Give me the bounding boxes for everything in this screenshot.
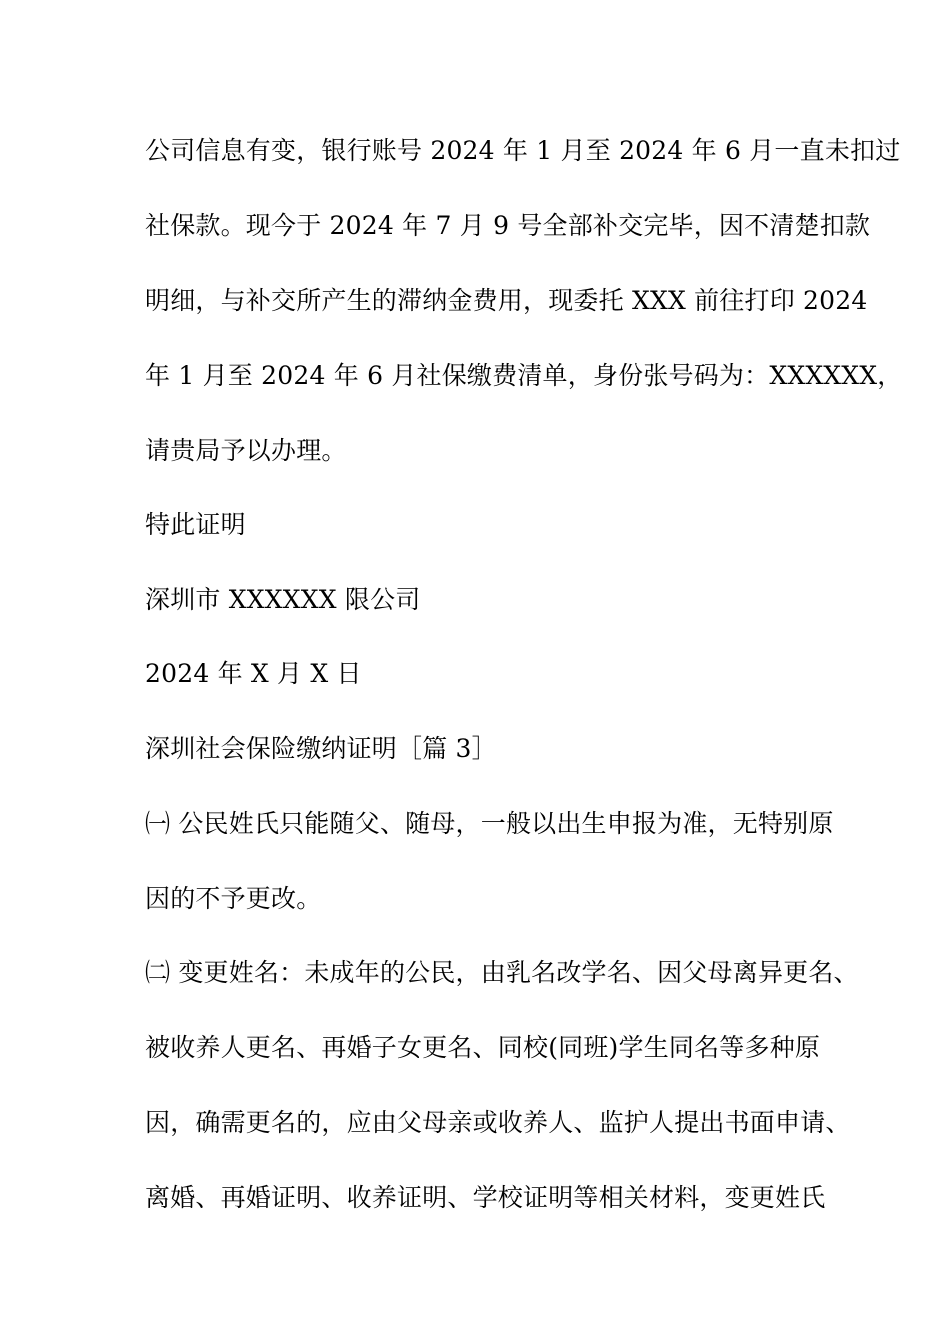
list-item-line: 被收养人更名、再婚子女更名、同校(同班)学生同名等多种原 xyxy=(145,1033,821,1062)
list-item-line: 因，确需更名的，应由父母亲或收养人、监护人提出书面申请、 xyxy=(145,1108,851,1137)
document-date: 2024 年 X 月 X 日 xyxy=(145,659,362,688)
list-item-line: 因的不予更改。 xyxy=(145,884,322,913)
paragraph-line: 请贵局予以办理。 xyxy=(145,436,347,465)
paragraph-line: 年 1 月至 2024 年 6 月社保缴费清单，身份张号码为：XXXXXX， xyxy=(145,361,903,390)
company-name: 深圳市 XXXXXX 限公司 xyxy=(145,585,421,614)
paragraph-line: 社保款。现今于 2024 年 7 月 9 号全部补交完毕，因不清楚扣款 xyxy=(145,211,871,240)
section-heading: 深圳社会保险缴纳证明［篇 3］ xyxy=(145,734,497,763)
list-item-line: ㈡ 变更姓名：未成年的公民，由乳名改学名、因父母离异更名、 xyxy=(145,958,859,987)
paragraph-line: 明细，与补交所产生的滞纳金费用，现委托 XXX 前往打印 2024 xyxy=(145,286,868,315)
paragraph-line: 公司信息有变，银行账号 2024 年 1 月至 2024 年 6 月一直未扣过 xyxy=(145,136,901,165)
list-item-line: 离婚、再婚证明、收养证明、学校证明等相关材料，变更姓氏 xyxy=(145,1183,826,1212)
closing-statement: 特此证明 xyxy=(145,510,246,539)
list-item-line: ㈠ 公民姓氏只能随父、随母，一般以出生申报为准，无特别原 xyxy=(145,809,834,838)
